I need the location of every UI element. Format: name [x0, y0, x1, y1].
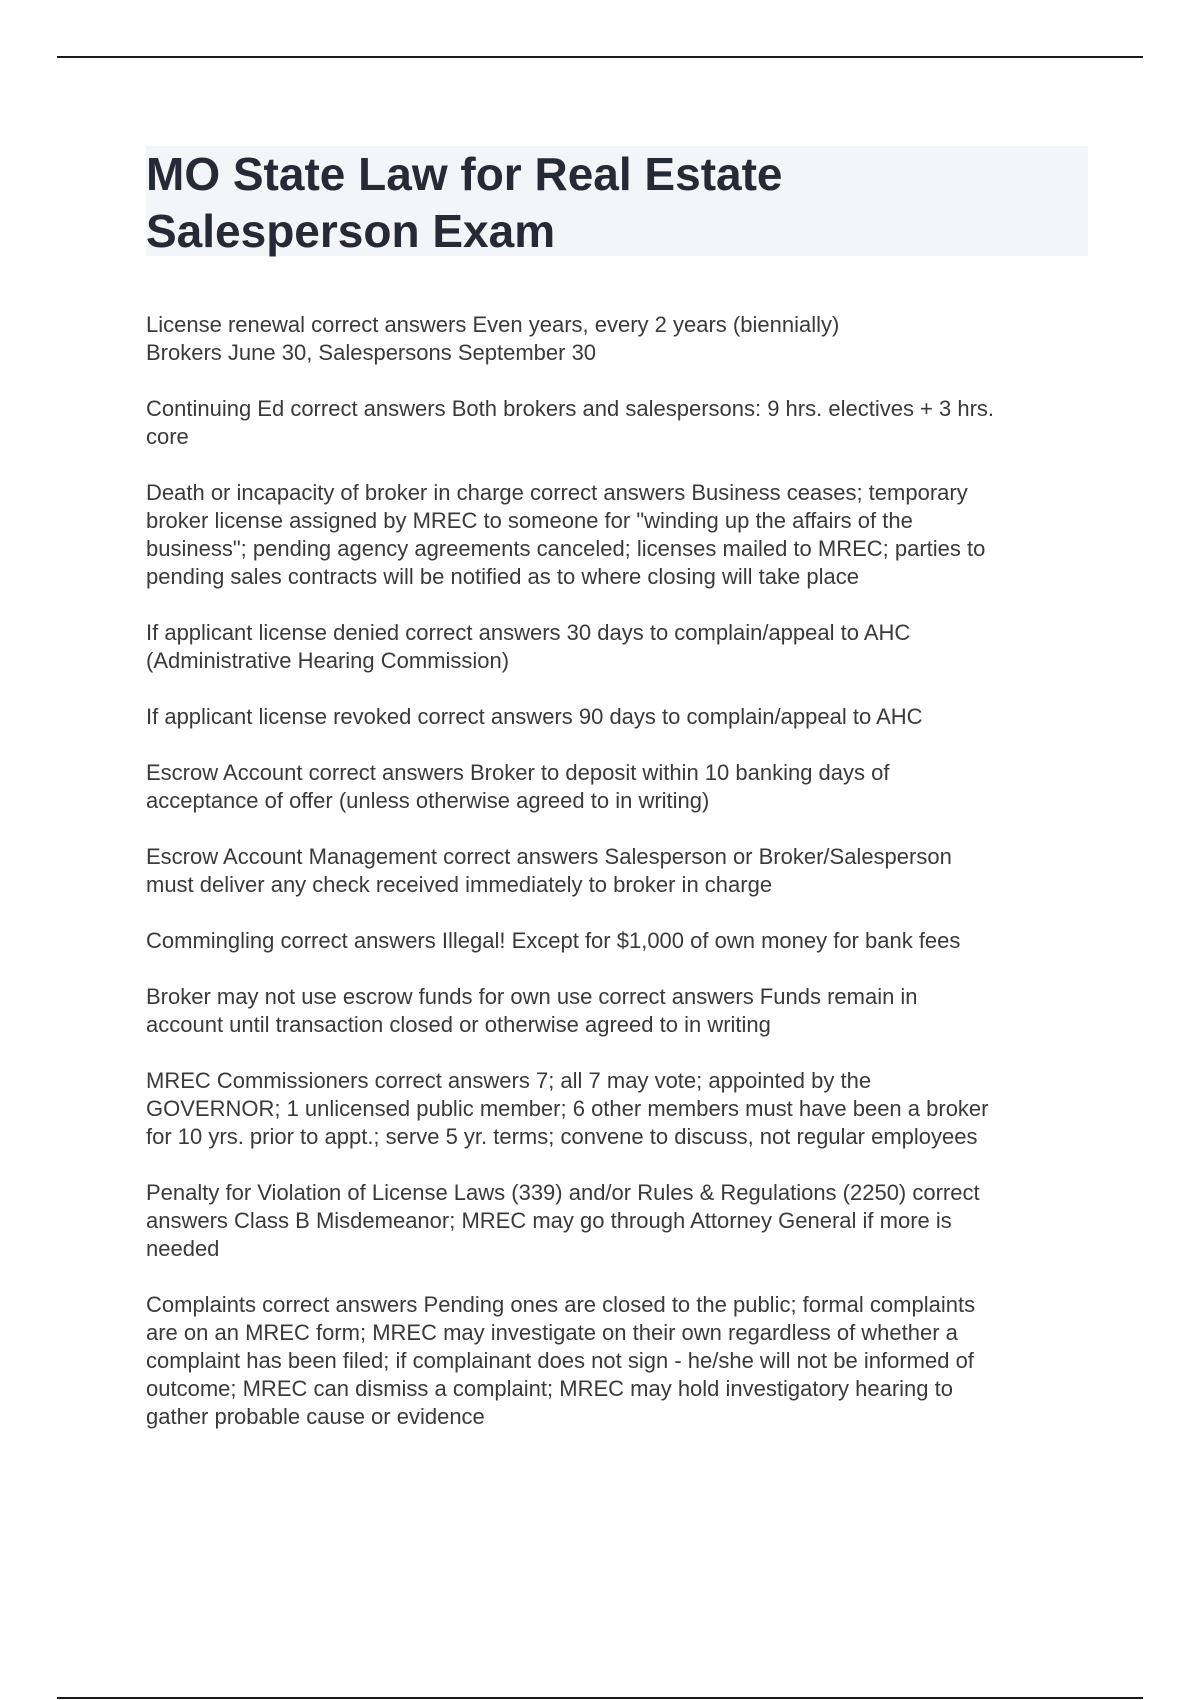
page-title: MO State Law for Real Estate Salesperson Exam: [146, 148, 783, 257]
entry-line: must deliver any check received immediately to broker in charge: [146, 872, 773, 897]
flashcard-entry: [146, 843, 1092, 899]
flashcard-list: [146, 311, 1092, 1459]
entry-line: pending sales contracts will be notified as to where closing will take place: [146, 564, 859, 589]
title-banner: [146, 146, 1088, 256]
entry-line: core: [146, 424, 189, 449]
entry-line: If applicant license denied correct answers 30 days to complain/appeal to AHC: [146, 620, 911, 645]
entry-line: gather probable cause or evidence: [146, 1404, 485, 1429]
flashcard-entry: [146, 395, 1092, 451]
top-divider: [57, 56, 1143, 58]
flashcard-entry: [146, 703, 1092, 731]
entry-line: MREC Commissioners correct answers 7; all 7 may vote; appointed by the: [146, 1068, 872, 1093]
entry-line: are on an MREC form; MREC may investigate on their own regardless of whether a: [146, 1320, 958, 1345]
entry-line: Escrow Account correct answers Broker to deposit within 10 banking days of: [146, 760, 890, 785]
flashcard-entry: [146, 1179, 1092, 1263]
entry-line: GOVERNOR; 1 unlicensed public member; 6 other members must have been a broker: [146, 1096, 989, 1121]
flashcard-entry: [146, 927, 1092, 955]
entry-line: Death or incapacity of broker in charge correct answers Business ceases; temporary: [146, 480, 968, 505]
entry-line: Complaints correct answers Pending ones are closed to the public; formal complaints: [146, 1292, 976, 1317]
entry-line: Broker may not use escrow funds for own use correct answers Funds remain in: [146, 984, 918, 1009]
entry-line: acceptance of offer (unless otherwise agreed to in writing): [146, 788, 710, 813]
entry-line: License renewal correct answers Even years, every 2 years (biennially): [146, 312, 840, 337]
entry-line: broker license assigned by MREC to someone for "winding up the affairs of the: [146, 508, 913, 533]
flashcard-entry: [146, 619, 1092, 675]
flashcard-entry: [146, 311, 1092, 367]
entry-line: (Administrative Hearing Commission): [146, 648, 510, 673]
entry-line: outcome; MREC can dismiss a complaint; MREC may hold investigatory hearing to: [146, 1376, 953, 1401]
entry-line: for 10 yrs. prior to appt.; serve 5 yr. terms; convene to discuss, not regular employees: [146, 1124, 978, 1149]
flashcard-entry: [146, 759, 1092, 815]
entry-line: Commingling correct answers Illegal! Except for $1,000 of own money for bank fees: [146, 928, 961, 953]
entry-line: business"; pending agency agreements canceled; licenses mailed to MREC; parties to: [146, 536, 986, 561]
entry-line: answers Class B Misdemeanor; MREC may go through Attorney General if more is: [146, 1208, 952, 1233]
entry-line: If applicant license revoked correct answers 90 days to complain/appeal to AHC: [146, 704, 923, 729]
entry-line: needed: [146, 1236, 220, 1261]
flashcard-entry: [146, 1291, 1092, 1431]
entry-line: Escrow Account Management correct answers Salesperson or Broker/Salesperson: [146, 844, 952, 869]
entry-line: Penalty for Violation of License Laws (339) and/or Rules & Regulations (2250) correct: [146, 1180, 980, 1205]
entry-line: Brokers June 30, Salespersons September 30: [146, 340, 597, 365]
entry-line: Continuing Ed correct answers Both brokers and salespersons: 9 hrs. electives + 3 hrs.: [146, 396, 995, 421]
entry-line: account until transaction closed or otherwise agreed to in writing: [146, 1012, 771, 1037]
flashcard-entry: [146, 1067, 1092, 1151]
flashcard-entry: [146, 983, 1092, 1039]
bottom-divider: [57, 1697, 1143, 1699]
flashcard-entry: [146, 479, 1092, 591]
entry-line: complaint has been filed; if complainant does not sign - he/she will not be informed of: [146, 1348, 974, 1373]
